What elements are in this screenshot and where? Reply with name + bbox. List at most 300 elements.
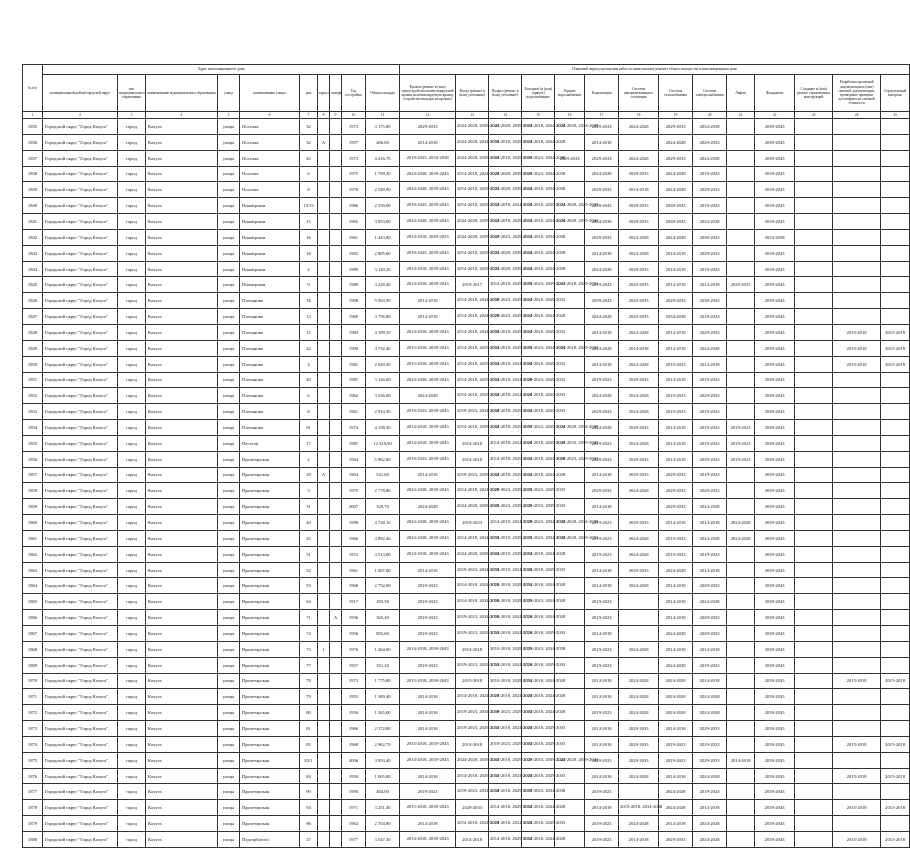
table-cell: 2014-2018, 2024-2028 (522, 214, 555, 230)
table-cell: 8 (300, 182, 318, 198)
table-cell: 2024-2028 (619, 229, 659, 245)
table-cell: Калуга (146, 182, 218, 198)
table-row (23, 499, 910, 515)
table-cell: 1852 (23, 388, 43, 404)
table-cell (795, 198, 833, 214)
table-cell: Пролетарская (240, 816, 300, 832)
table-cell: 2024-2028, 2034-2038 (555, 119, 585, 135)
column-number: 22 (755, 112, 795, 119)
table-cell: Городской округ "Город Калуга" (43, 467, 118, 483)
table-cell (795, 119, 833, 135)
table-cell: 2019-2023 (727, 435, 755, 451)
table-cell: 3 892,40 (366, 530, 400, 546)
table-cell (881, 420, 910, 436)
table-cell: Плеханова (240, 356, 300, 372)
table-cell: 2039-2043 (755, 182, 795, 198)
table-cell: 2029-2033, 2039-2043 (522, 499, 555, 515)
table-cell: Подгорбатого (240, 831, 300, 847)
table-cell (881, 182, 910, 198)
table-cell: 2019-2023, 2039-2043 (400, 451, 456, 467)
table-cell: 2014-2018, 2029-2033 (456, 182, 489, 198)
table-cell: 1836 (23, 134, 43, 150)
table-cell: город (118, 673, 146, 689)
table-cell (318, 182, 330, 198)
table-cell (330, 198, 342, 214)
table-cell: 2014-2018, 2029-2033 (489, 134, 522, 150)
table-cell: Пролетарская (240, 626, 300, 642)
table-cell: 1844 (23, 261, 43, 277)
table-row (23, 245, 910, 261)
table-cell (318, 657, 330, 673)
table-cell: 1 443,80 (366, 229, 400, 245)
table-cell (619, 626, 659, 642)
table-cell (833, 610, 881, 626)
table-cell: 1972 (342, 546, 366, 562)
table-cell: 2014-2018 (585, 689, 619, 705)
table-cell: 2029-2033 (659, 483, 693, 499)
table-cell: 2014-2018 (400, 721, 456, 737)
table-cell: Городской округ "Город Калуга" (43, 324, 118, 340)
table-cell: 53 (300, 578, 318, 594)
table-cell: 2039-2043 (755, 784, 795, 800)
table-cell (330, 261, 342, 277)
table-cell: 2014-2018, 2024-2028 (522, 546, 555, 562)
table-cell: 1843 (23, 245, 43, 261)
table-cell: 2014-2018, 2024-2028 (489, 721, 522, 737)
table-cell (881, 752, 910, 768)
table-cell (727, 309, 755, 325)
table-cell: 2014-2018 (585, 578, 619, 594)
table-cell: 51 (300, 546, 318, 562)
table-cell (727, 483, 755, 499)
table-cell (318, 736, 330, 752)
table-cell: 4 158,50 (366, 420, 400, 436)
table-cell: Калуга (146, 784, 218, 800)
table-cell: Калуга (146, 388, 218, 404)
table-cell: 2019-2023, 2034-2038 (456, 562, 489, 578)
table-cell (833, 499, 881, 515)
table-cell: 1845 (23, 277, 43, 293)
table-row (23, 340, 910, 356)
table-cell: 2039-2043 (755, 245, 795, 261)
table-cell: 365,40 (366, 610, 400, 626)
table-cell: 2024-2028, 2039-2043 (489, 245, 522, 261)
table-cell (330, 309, 342, 325)
table-cell: 329,70 (366, 499, 400, 515)
table-cell: 2014-2018 (456, 435, 489, 451)
table-cell: 2019-2023 (693, 784, 727, 800)
table-cell: 2014-2018 (619, 831, 659, 847)
table-cell (330, 657, 342, 673)
table-cell: Пролетарская (240, 721, 300, 737)
table-cell (330, 831, 342, 847)
table-cell (727, 816, 755, 832)
table-cell (795, 261, 833, 277)
table-cell: 2014-2018, 2039-2043 (400, 324, 456, 340)
table-cell: 1981 (342, 372, 366, 388)
table-cell: Калуга (146, 626, 218, 642)
table-cell: 2015-2018 (881, 324, 910, 340)
table-cell (881, 816, 910, 832)
table-cell (619, 134, 659, 150)
table-cell (619, 499, 659, 515)
table-cell: 82 (300, 736, 318, 752)
table-cell: город (118, 277, 146, 293)
table-cell: 2014-2018 (659, 340, 693, 356)
table-cell: 541,60 (366, 467, 400, 483)
table-cell: 2019-2023, 2034-2038 (522, 166, 555, 182)
table-cell: 2014-2018 (693, 562, 727, 578)
table-cell: 2014-2018, 2029-2033 (489, 546, 522, 562)
table-cell: 2029-2033 (693, 578, 727, 594)
table-cell: Пестеля (240, 435, 300, 451)
table-cell: 2019-2023, 2029-2033 (489, 736, 522, 752)
table-cell: 2029-2033 (619, 261, 659, 277)
table-cell: 2014-2018, 2029-2033 (489, 340, 522, 356)
column-number-row (23, 112, 910, 119)
table-cell: Городской округ "Город Калуга" (43, 198, 118, 214)
table-cell (795, 657, 833, 673)
table-cell (833, 546, 881, 562)
table-cell (795, 404, 833, 420)
table-cell (833, 784, 881, 800)
table-cell: город (118, 324, 146, 340)
table-cell: город (118, 657, 146, 673)
table-cell: 2039-2043 (755, 736, 795, 752)
table-cell: 2024-2028, 2039-2043 (400, 372, 456, 388)
table-cell (330, 689, 342, 705)
table-cell (881, 499, 910, 515)
table-cell (833, 467, 881, 483)
table-cell: улица (218, 420, 240, 436)
table-cell: 15 (300, 324, 318, 340)
table-cell: 2024-2028, 2039-2043 (400, 483, 456, 499)
table-cell: город (118, 816, 146, 832)
table-cell: 2014-2018 (456, 451, 489, 467)
table-cell (833, 119, 881, 135)
table-cell: 78 (300, 673, 318, 689)
table-cell: 2029-2033 (693, 721, 727, 737)
table-cell: 2019-2023, 2029-2033 (489, 293, 522, 309)
table-cell: 2019-2023, 2034-2038 (522, 150, 555, 166)
table-cell (795, 546, 833, 562)
table-cell: улица (218, 119, 240, 135)
table-cell (881, 435, 910, 451)
table-cell: 2014-2018, 2029-2033 (489, 214, 522, 230)
table-cell: город (118, 499, 146, 515)
table-cell: 2014-2018, 2024-2028 (522, 673, 555, 689)
table-cell: Городской округ "Город Калуга" (43, 736, 118, 752)
table-cell: улица (218, 372, 240, 388)
table-cell: Калуга (146, 562, 218, 578)
table-cell: 40 (300, 515, 318, 531)
table-cell: 2039-2043 (659, 214, 693, 230)
table-row (23, 356, 910, 372)
table-cell: 2029-2033 (619, 721, 659, 737)
table-row (23, 626, 910, 642)
table-cell: 9 (300, 277, 318, 293)
table-cell: 2014-2018, 2029-2033 (489, 578, 522, 594)
table-cell: 2019-2023 (693, 420, 727, 436)
table-cell: 2015-2018 (881, 340, 910, 356)
table-cell: город (118, 166, 146, 182)
table-cell (330, 768, 342, 784)
table-row (23, 515, 910, 531)
column-number: 2 (43, 112, 118, 119)
table-cell: 2029-2033 (619, 277, 659, 293)
table-cell: Пролетарская (240, 530, 300, 546)
table-cell: 2014-2018 (659, 515, 693, 531)
table-cell: 2024-2028, 2039-2043 (456, 119, 489, 135)
table-cell: 2019-2023, 2029-2033 (555, 451, 585, 467)
table-cell: Городской округ "Город Калуга" (43, 483, 118, 499)
table-cell (833, 182, 881, 198)
table-cell: 1965 (342, 214, 366, 230)
table-cell: 2029-2033 (693, 245, 727, 261)
table-cell (727, 578, 755, 594)
table-cell: 31 (300, 499, 318, 515)
column-number: 21 (727, 112, 755, 119)
table-cell: Калуга (146, 277, 218, 293)
table-cell: 1879 (23, 816, 43, 832)
table-cell: 2014-2018 (693, 356, 727, 372)
table-cell (330, 277, 342, 293)
table-cell (330, 784, 342, 800)
table-cell: 2024-2028 (727, 515, 755, 531)
table-cell: 2019-2023 (585, 831, 619, 847)
table-cell (833, 530, 881, 546)
table-cell: город (118, 245, 146, 261)
column-number: 1 (23, 112, 43, 119)
table-cell: 2014-2018, 2029-2033 (522, 736, 555, 752)
table-cell: 2029-2033 (659, 831, 693, 847)
table-cell: город (118, 768, 146, 784)
table-cell: Калуга (146, 309, 218, 325)
table-row (23, 277, 910, 293)
table-cell: город (118, 214, 146, 230)
table-cell: 2014-2018, 2029-2033 (489, 150, 522, 166)
table-cell (318, 515, 330, 531)
table-cell: Городской округ "Город Калуга" (43, 578, 118, 594)
table-cell (318, 816, 330, 832)
table-cell (330, 150, 342, 166)
table-cell: Городской округ "Город Калуга" (43, 435, 118, 451)
table-cell: город (118, 721, 146, 737)
table-cell: 2019-2023, 2029-2033 (489, 309, 522, 325)
table-cell: Калуга (146, 324, 218, 340)
table-cell (318, 721, 330, 737)
table-cell: 2024-2028 (619, 705, 659, 721)
table-cell: 2039-2043 (755, 768, 795, 784)
table-cell: 2014-2018 (400, 293, 456, 309)
table-cell: Поселка (240, 150, 300, 166)
table-cell: 2014-2018, 2024-2028 (456, 309, 489, 325)
table-cell: город (118, 483, 146, 499)
table-cell: 2019-2023, 2034-2038 (522, 641, 555, 657)
table-cell: 2019-2023 (456, 515, 489, 531)
table-cell: 2014-2018 (693, 641, 727, 657)
table-cell (330, 530, 342, 546)
table-cell: Пролетарская (240, 467, 300, 483)
table-cell (318, 499, 330, 515)
table-cell: 2014-2018 (585, 467, 619, 483)
table-cell: 293,30 (366, 594, 400, 610)
table-cell: 2015-2018 (833, 768, 881, 784)
table-cell (727, 372, 755, 388)
table-cell: Городской округ "Город Калуга" (43, 689, 118, 705)
table-cell: 2029-2033 (659, 293, 693, 309)
table-cell: 2015-2018 (881, 736, 910, 752)
table-cell: 2039-2043 (755, 578, 795, 594)
column-number: 20 (693, 112, 727, 119)
table-row (23, 816, 910, 832)
table-cell: Городской округ "Город Калуга" (43, 261, 118, 277)
table-cell: 2029-2033 (619, 293, 659, 309)
table-cell: 2029-2033 (619, 420, 659, 436)
table-cell: 2014-2018 (619, 182, 659, 198)
table-cell: 2 040,30 (366, 356, 400, 372)
col-header: Фундамент (755, 75, 795, 112)
table-cell: 2019-2023, 2034-2038 (456, 610, 489, 626)
table-cell: 2014-2018, 2039-2043 (400, 752, 456, 768)
table-cell (318, 768, 330, 784)
table-cell (318, 420, 330, 436)
col-header: Система газоснабжения (659, 75, 693, 112)
table-cell: Городской округ "Город Калуга" (43, 768, 118, 784)
table-cell: город (118, 705, 146, 721)
table-cell: 1837 (23, 150, 43, 166)
table-cell (795, 150, 833, 166)
table-cell (795, 800, 833, 816)
table-cell: 5 563,50 (366, 293, 400, 309)
table-cell: 2014-2018, 2024-2028 (522, 261, 555, 277)
table-cell: 2014-2018 (659, 277, 693, 293)
table-cell (619, 594, 659, 610)
table-cell: 2014-2018 (585, 562, 619, 578)
table-cell (795, 340, 833, 356)
table-cell (318, 483, 330, 499)
table-cell (795, 309, 833, 325)
table-cell: 1 775,80 (366, 673, 400, 689)
table-row (23, 483, 910, 499)
col-header: улица (218, 75, 240, 112)
table-cell: 80 (300, 705, 318, 721)
table-cell: Городской округ "Город Калуга" (43, 229, 118, 245)
table-cell (833, 293, 881, 309)
table-cell: улица (218, 784, 240, 800)
table-cell: 74 (300, 626, 318, 642)
table-cell (795, 515, 833, 531)
table-cell: 2039-2043 (755, 626, 795, 642)
table-cell: 1936 (342, 610, 366, 626)
table-row (23, 182, 910, 198)
table-cell (833, 641, 881, 657)
table-cell: город (118, 229, 146, 245)
table-cell: 2019-2023 (693, 467, 727, 483)
table-cell: Городской округ "Город Калуга" (43, 119, 118, 135)
table-cell: 2019-2023 (659, 530, 693, 546)
table-cell: 3 953,00 (366, 214, 400, 230)
table-row (23, 562, 910, 578)
table-cell: 2024-2028, 2039-2043 (456, 499, 489, 515)
table-cell: 2029-2033 (400, 119, 456, 135)
table-cell (318, 198, 330, 214)
table-cell: 2034-2038 (755, 229, 795, 245)
table-cell: улица (218, 182, 240, 198)
col-header: наименование улицы (240, 75, 300, 112)
table-cell: Городской округ "Город Калуга" (43, 388, 118, 404)
col-header: Строительный контроль (881, 75, 910, 112)
table-cell: 2019-2023, 2029-2033 (522, 483, 555, 499)
table-cell (727, 657, 755, 673)
table-cell (318, 546, 330, 562)
table-cell (318, 150, 330, 166)
table-cell (330, 435, 342, 451)
table-cell (727, 245, 755, 261)
table-cell (833, 752, 881, 768)
table-cell: 2014-2018 (585, 134, 619, 150)
table-row (23, 641, 910, 657)
table-cell: 1880 (23, 831, 43, 847)
table-cell: 2039-2043 (755, 657, 795, 673)
table-cell: Городской округ "Город Калуга" (43, 594, 118, 610)
table-cell (795, 562, 833, 578)
table-cell: 2019-2023 (400, 594, 456, 610)
table-cell: Городской округ "Город Калуга" (43, 721, 118, 737)
table-cell: 1 005,80 (366, 768, 400, 784)
table-cell (881, 277, 910, 293)
table-cell: 2014-2018, 2024-2028 (522, 134, 555, 150)
table-cell: Калуга (146, 261, 218, 277)
table-cell: 2014-2018, 2039-2043 (400, 435, 456, 451)
table-cell: 2015-2018 (833, 800, 881, 816)
table-cell: 3 251,40 (366, 800, 400, 816)
table-cell: 2014-2018 (585, 245, 619, 261)
table-cell: 2029-2033 (585, 229, 619, 245)
table-cell (795, 626, 833, 642)
col-header: Канализация (585, 75, 619, 112)
table-cell: 2024-2028 (619, 150, 659, 166)
table-cell (727, 499, 755, 515)
table-cell: 2014-2018, 2024-2028 (522, 689, 555, 705)
table-cell: Плеханова (240, 388, 300, 404)
table-cell: 2014-2018, 2029-2033 (522, 721, 555, 737)
table-cell: 2019-2023 (585, 515, 619, 531)
table-cell: 2039-2043 (755, 309, 795, 325)
table-row (23, 594, 910, 610)
table-cell: 2029-2033 (619, 467, 659, 483)
table-cell (330, 388, 342, 404)
table-cell: улица (218, 594, 240, 610)
table-cell: 1855 (23, 435, 43, 451)
table-cell: 2029-2033 (693, 626, 727, 642)
table-cell: 2024-2028 (693, 705, 727, 721)
table-cell (833, 515, 881, 531)
table-cell: 2014-2018, 2024-2028 (522, 119, 555, 135)
table-cell (795, 689, 833, 705)
table-cell: 2014-2018, 2029-2033 (489, 673, 522, 689)
table-cell: 16 (300, 229, 318, 245)
table-cell (881, 198, 910, 214)
table-cell: 2039-2043 (755, 198, 795, 214)
table-cell: 1 264,00 (366, 641, 400, 657)
table-cell: улица (218, 689, 240, 705)
table-cell: 1971 (342, 800, 366, 816)
table-cell: улица (218, 483, 240, 499)
table-cell (727, 626, 755, 642)
table-cell: Калуга (146, 467, 218, 483)
table-cell: 2019-2023 (400, 610, 456, 626)
